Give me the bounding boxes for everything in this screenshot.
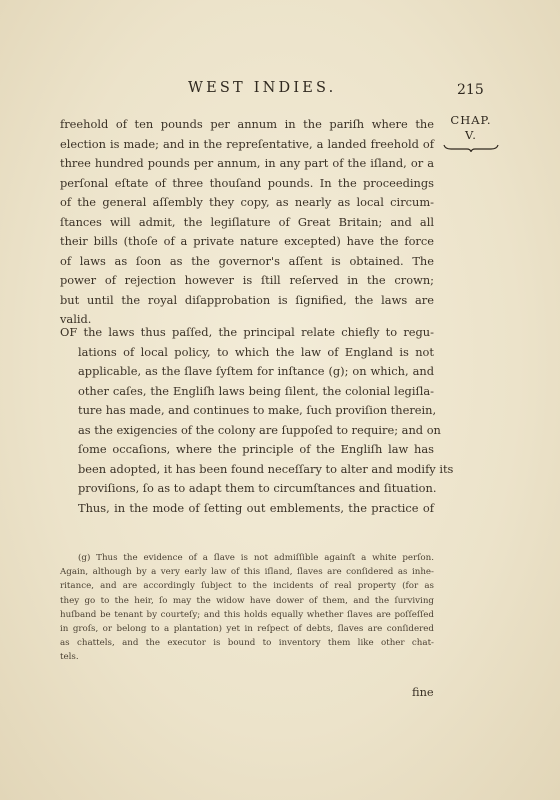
footnote-line: (g) Thus the evidence of a ſlave is not admiſſible againſt a white perſon. — [78, 553, 434, 563]
text-line: freehold of ten pounds per annum in the pariſh where the — [60, 117, 434, 131]
text-line: valid. — [60, 312, 92, 326]
footnote-line: they go to the heir, ſo may the widow have dower of them, and the ſurviving — [60, 595, 434, 606]
text-line: been adopted, it has been found neceſſary to alter and modify its — [78, 461, 454, 476]
text-line: but until the royal diſapprobation is ſignified, the laws are — [60, 292, 434, 307]
text-line: OF the laws thus paſſed, the principal relate chiefly to regu- — [60, 325, 434, 339]
text-line: lations of local policy, to which the law of England is not — [78, 344, 434, 359]
text-line: ture has made, and continues to make, ſuch proviſion therein, — [78, 403, 437, 417]
text-line: Thus, in the mode of ſetting out emblements, the practice of — [78, 500, 434, 515]
chapter-label: CHAP. — [450, 113, 492, 127]
text-line: proviſions, ſo as to adapt them to circumſtances and ſituation. — [78, 481, 437, 495]
catchword: fine — [412, 685, 434, 699]
paragraph-2 — [60, 323, 454, 518]
footnote-line: Again, although by a very early law of this iſland, ſlaves are conſidered as inhe- — [60, 567, 434, 578]
margin-brace-ornament — [443, 144, 499, 152]
text-line: three hundred pounds per annum, in any part of the iſland, or a — [60, 156, 434, 170]
text-line: other caſes, the Engliſh laws being ſilent, the colonial legiſla- — [78, 383, 434, 398]
text-line: of laws as ſoon as the governor's aſſent is obtained. The — [60, 253, 434, 268]
footnote-line: ritance, and are accordingly ſubject to the incidents of real property (for as — [60, 581, 434, 592]
footnote-g — [60, 551, 434, 665]
text-line: ſome occaſions, where the principle of the Engliſh law has — [78, 442, 434, 456]
footnote-line: in groſs, or belong to a plantation) yet in reſpect of debts, ſlaves are conſidered — [60, 624, 434, 635]
text-line: election is made; and in the repreſentative, a landed freehold of — [60, 136, 434, 151]
page-number: 215 — [457, 82, 484, 98]
text-line: perſonal eſtate of three thouſand pounds. In the proceedings — [60, 175, 434, 190]
footnote-line: as chattels, and the executor is bound to inventory them like other chat- — [60, 638, 434, 649]
footnote-line: tels. — [60, 652, 79, 663]
footnote-line: huſband be tenant by courteſy; and this holds equally whether ſlaves are poſſeſſed — [60, 609, 434, 620]
text-line: of the general aſſembly they copy, as nearly as local circum- — [60, 195, 434, 209]
chapter-number: V. — [465, 128, 477, 142]
running-head: WEST INDIES. — [188, 80, 337, 96]
chapter-margin-note — [440, 113, 502, 152]
text-line: their bills (thoſe of a private nature excepted) have the force — [60, 234, 434, 248]
text-line: applicable, as the ſlave ſyſtem for inſtance (g); on which, and — [78, 364, 434, 378]
text-line: as the exigencies of the colony are ſuppoſed to require; and on — [78, 422, 441, 437]
text-line: power of rejection however is ſtill reſerved in the crown; — [60, 273, 434, 287]
paragraph-1 — [60, 115, 434, 330]
text-line: ſtances will admit, the legiſlature of Great Britain; and all — [60, 214, 434, 229]
